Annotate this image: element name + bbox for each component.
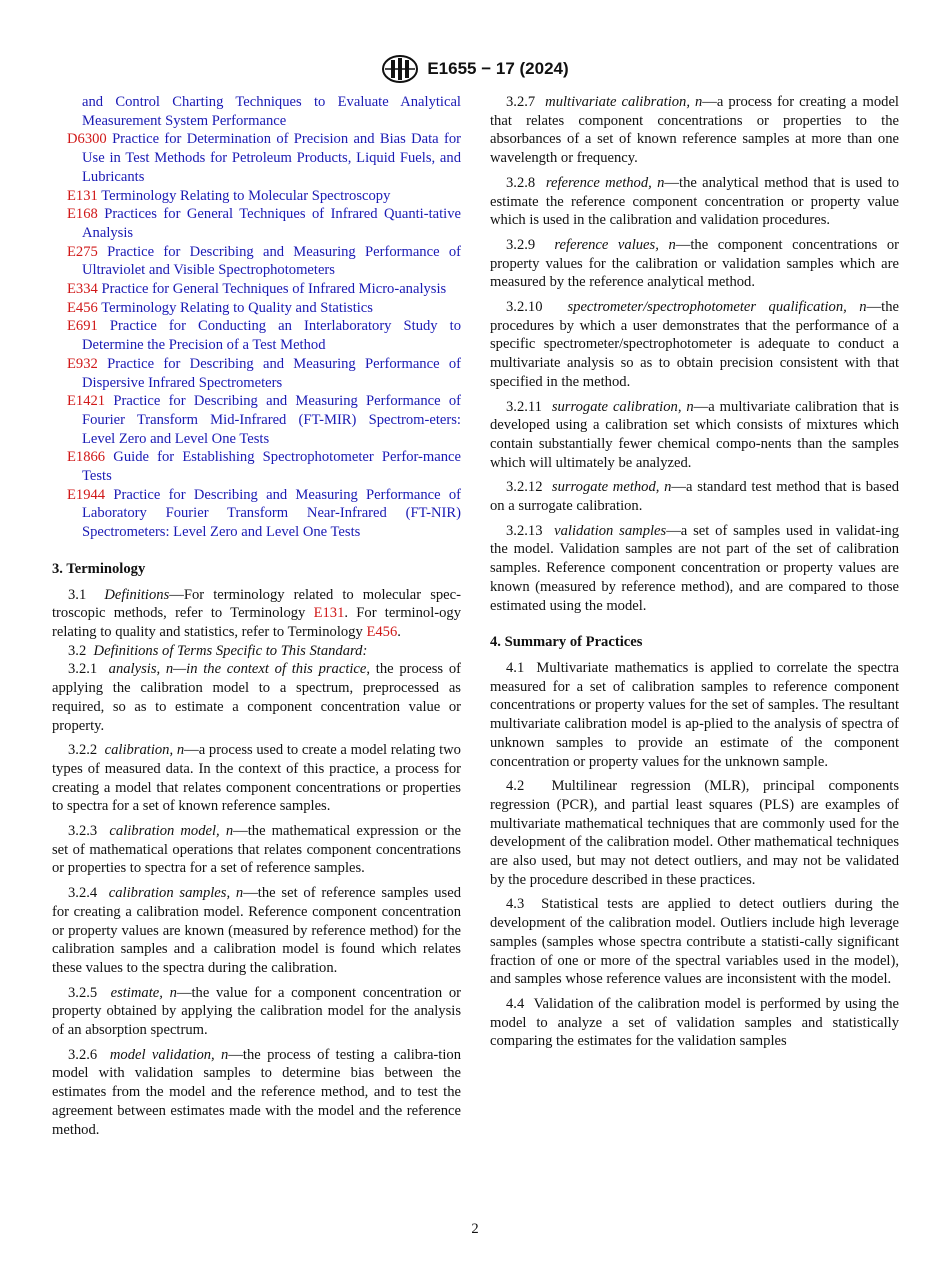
reference-title: Practice for General Techniques of Infrared Micro-analysis <box>101 281 447 298</box>
page-number: 2 <box>471 1221 479 1237</box>
subsection-title: Definitions of Terms Specific to This Standard: <box>93 642 368 659</box>
section-4-heading: 4. Summary of Practices <box>490 634 643 651</box>
reference-item[interactable] <box>52 187 461 206</box>
term: analysis, n—in the context of this practice <box>108 661 367 678</box>
definition <box>490 522 899 616</box>
para-3-1 <box>52 586 461 642</box>
definition-text: —the value for a component concentration or property obtained by applying the calibration model for the analysis of an absorption spectrum. <box>52 984 461 1039</box>
reference-code: E1421 <box>67 393 106 410</box>
definition <box>52 1046 461 1140</box>
definition-text: —a standard test method that is based on a surrogate calibration. <box>490 479 900 515</box>
para-number: 3.2.5 <box>68 984 98 1001</box>
para-text: Multilinear regression (MLR), principal components regression (PCR), and partial least squares (PLS) are examples of multivariate mathematical techniques that are commonly used for the development of the calibration model. Other mathematical techniques are also used, but may not detect outliers, and may not be validated by the procedure described in these practices. <box>490 778 900 888</box>
reference-code: D6300 <box>67 131 107 148</box>
referenced-documents-list <box>52 93 461 542</box>
reference-item[interactable] <box>52 486 461 542</box>
term: validation samples <box>554 522 667 539</box>
para-number: 3.2.9 <box>506 236 536 253</box>
para-number: 3.2.1 <box>68 661 98 678</box>
term: model validation, n <box>109 1046 229 1063</box>
link-e131[interactable]: E131 <box>313 605 345 622</box>
para-text: Multivariate mathematics is applied to correlate the spectra measured for a set of calibration samples to reference component concentrations or property values for the set of samples. The resultant multivariate calibration model is ap-plied to the analysis of spectra of unknown samples to provide an estimate of the component concentration or property values for the unknown sample. <box>490 659 899 770</box>
para-number: 4.1 <box>506 659 525 676</box>
reference-title: Practice for Describing and Measuring Performance of Fourier Transform Mid-Infrared (FT-MIR) Spectrom-eters: Level Zero and Level One Tests <box>82 393 461 447</box>
para-number: 3.2.13 <box>506 522 543 539</box>
right-column <box>490 93 899 1057</box>
para-number: 3.2 <box>68 642 87 659</box>
reference-title: Practice for Describing and Measuring Performance of Dispersive Infrared Spectrometers <box>82 355 461 391</box>
para-number: 3.2.12 <box>506 479 543 496</box>
para-3-2 <box>52 642 461 661</box>
definition <box>490 93 899 168</box>
definition-text: —a multivariate calibration that is developed using a calibration set which consists of mixtures which contain substantially fewer chemical compo-nents than the samples which will ultimately be analyzed. <box>490 398 899 471</box>
definition <box>52 660 461 735</box>
reference-title: Practice for Conducting an Interlaboratory Study to Determine the Precision of a Test Method <box>82 318 461 354</box>
definition <box>490 236 899 292</box>
page-header <box>0 54 950 84</box>
para-number: 3.2.8 <box>506 174 536 191</box>
definition-text: —the mathematical expression or the set of mathematical operations that relates component concentrations or properties to spectra for a set of reference samples. <box>52 823 461 877</box>
link-e456[interactable]: E456 <box>366 623 398 640</box>
definition-text: —a process used to create a model relating two types of measured data. In the context of this practice, a process for creating a model that relates component concentrations or properties to spectra for a set of known reference samples. <box>52 742 461 815</box>
definition-text: —the procedures by which a user demonstrates that the performance of a specific spectrometer/spectrophotometer is adequate to conduct a multivariate analysis so as to obtain precision consistent with that specified in the method. <box>490 299 900 390</box>
reference-title: Practices for General Techniques of Infrared Quanti-tative Analysis <box>82 206 462 241</box>
term: Definitions <box>104 586 170 603</box>
left-column <box>52 93 461 1145</box>
definition-text: —a set of samples used in validat-ing the model. Validation samples are not part of the set of calibration samples. Reference component concentration or property values are known (measured by reference method), and are compared to those estimated using the model. <box>490 522 899 614</box>
reference-item[interactable] <box>52 93 461 130</box>
para-number: 4.3 <box>506 896 525 913</box>
definition <box>490 174 899 230</box>
reference-title: Guide for Establishing Spectrophotometer Perfor-mance Tests <box>82 449 462 485</box>
term: calibration model, n <box>109 823 234 840</box>
reference-item[interactable] <box>52 280 461 299</box>
para-number: 3.2.4 <box>68 885 98 902</box>
reference-title: Practice for Determination of Precision and Bias Data for Use in Test Methods for Petroleum Products, Liquid Fuels, and Lubricants <box>82 131 461 185</box>
reference-title: and Control Charting Techniques to Evaluate Analytical Measurement System Performance <box>82 94 461 129</box>
term: calibration samples, n <box>108 885 244 902</box>
reference-item[interactable] <box>52 130 461 186</box>
reference-code: E691 <box>67 318 98 335</box>
definition <box>490 398 899 473</box>
para-number: 4.2 <box>506 778 525 795</box>
definition-text: —the process of testing a calibra-tion model with validation samples to determine bias between the estimates from the model and the reference method, and to test the agreement between estimates made with the model and the reference method. <box>52 1046 461 1138</box>
term: reference values, n <box>554 236 676 253</box>
reference-item[interactable] <box>52 205 461 242</box>
definition <box>52 884 461 978</box>
term: surrogate calibration, n <box>551 398 694 415</box>
summary-paragraph <box>490 659 899 771</box>
definition <box>490 478 899 515</box>
para-text: . <box>397 623 401 640</box>
para-text: Validation of the calibration model is performed by using the model to analyze a set of validation samples and statistically comparing the estimates for the validation samples <box>490 995 900 1050</box>
definition-text: —the component concentrations or property values for the calibration or validation samples which are measured by the reference analytical method. <box>490 236 900 291</box>
summary-paragraph <box>490 995 899 1051</box>
section-3-heading: 3. Terminology <box>52 560 146 577</box>
para-number: 3.2.3 <box>68 823 98 840</box>
reference-code: E456 <box>67 299 98 316</box>
para-number: 3.2.2 <box>68 742 98 759</box>
astm-logo <box>381 54 419 84</box>
reference-item[interactable] <box>52 299 461 318</box>
reference-item[interactable] <box>52 448 461 485</box>
term: multivariate calibration, n <box>545 94 703 110</box>
reference-code: E334 <box>67 281 98 298</box>
term: surrogate method, n <box>551 479 672 496</box>
summary-paragraph <box>490 895 899 989</box>
reference-title: Practice for Describing and Measuring Performance of Laboratory Fourier Transform Near-Infrared (FT-NIR) Spectrometers: Level Zero and Level One Tests <box>82 486 461 541</box>
para-number: 3.2.11 <box>506 398 542 415</box>
reference-code: E275 <box>67 243 98 260</box>
definition <box>52 741 461 816</box>
term: estimate, n <box>110 984 177 1001</box>
para-text: . For terminol-ogy relating to quality and statistics, refer to Terminology <box>52 605 461 640</box>
definition-text: —a process for creating a model that relates component concentrations or properties to the absorbances of a set of known reference samples at more than one wavelength or frequency. <box>490 94 899 167</box>
reference-code: E131 <box>67 187 98 204</box>
reference-code: E1866 <box>67 449 106 466</box>
para-number: 3.2.7 <box>506 94 536 110</box>
para-text: Statistical tests are applied to detect outliers during the development of the calibration model. Outliers include high leverage samples (samples whose spectra contribute a statisti-cally significant fraction of one or more of the spectral variables used in the model), and samples whose reference values are inconsistent with the model. <box>490 896 899 988</box>
para-number: 3.1 <box>68 586 87 603</box>
definition-text: , the process of applying the calibration model to a spectrum, preprocessed as required, so as to estimate a component concentration value or property. <box>52 661 461 734</box>
definition <box>52 984 461 1040</box>
para-number: 3.2.10 <box>506 299 543 316</box>
definition-text: —the analytical method that is used to estimate the reference component concentration or property value which is used in the calibration and validation procedures. <box>490 174 900 229</box>
reference-code: E168 <box>67 206 98 223</box>
para-text: —For terminology related to molecular spec-troscopic methods, refer to Terminology <box>52 586 461 622</box>
reference-item[interactable] <box>52 317 461 354</box>
reference-code: E932 <box>67 355 98 372</box>
reference-title: Terminology Relating to Molecular Spectroscopy <box>101 187 391 204</box>
definition <box>490 298 899 392</box>
reference-code: E1944 <box>67 486 106 503</box>
term: reference method, n <box>545 174 665 191</box>
document-id: E1655 − 17 (2024) <box>427 59 569 78</box>
reference-item[interactable] <box>52 355 461 392</box>
reference-item[interactable] <box>52 243 461 280</box>
para-number: 4.4 <box>506 995 525 1012</box>
definition-text: —the set of reference samples used for creating a calibration model. Reference component concentration or property values are known (measured by reference method) for the calibration samples and a calibration model is found which relates these values to the spectra during the calibration. <box>52 885 461 976</box>
reference-item[interactable] <box>52 392 461 448</box>
reference-title: Terminology Relating to Quality and Statistics <box>101 299 373 316</box>
definition <box>52 822 461 878</box>
term: spectrometer/spectrophotometer qualification, n <box>567 299 867 316</box>
term: calibration, n <box>104 742 185 759</box>
summary-paragraph <box>490 777 899 889</box>
para-number: 3.2.6 <box>68 1046 98 1063</box>
reference-title: Practice for Describing and Measuring Performance of Ultraviolet and Visible Spectrophotometers <box>82 243 461 279</box>
